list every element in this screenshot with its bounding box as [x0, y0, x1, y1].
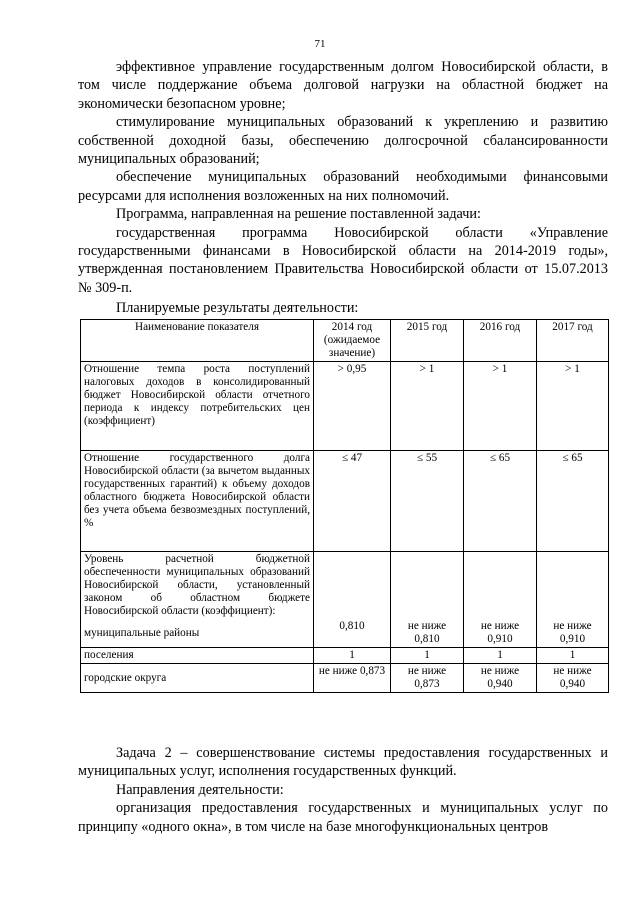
indicator-name: Отношение государственного долга Новосибирской области (за вычетом выданных государственных гарантий) к объему доходов областного бюджета Новосибирской области без учета объема безвозмездных поступлений, % [81, 451, 314, 552]
value-cell: не ниже 0,810 [391, 619, 464, 648]
indicator-name: Уровень расчетной бюджетной обеспеченности муниципальных образований Новосибирской области, установленный законом об областном бюджете Новосибирской области (коэффициент): [81, 552, 314, 620]
value-cell [391, 552, 464, 620]
header-cell: Наименование показателя [81, 320, 314, 362]
value-cell: > 1 [537, 362, 609, 451]
indicator-name: городские округа [81, 664, 314, 693]
value-cell: > 1 [391, 362, 464, 451]
paragraph: государственная программа Новосибирской области «Управление государственными финансами в Новосибирской области на 2014-2019 годы», утвержденная постановлением Правительства Новосибирской области от 15.07.2013 № 309-п. [78, 224, 608, 296]
value-cell: 1 [537, 648, 609, 664]
value-cell [314, 552, 391, 620]
value-cell: > 0,95 [314, 362, 391, 451]
page-number: 71 [314, 38, 326, 50]
header-cell: 2015 год [391, 320, 464, 362]
value-cell: ≤ 47 [314, 451, 391, 552]
paragraph: организация предоставления государственных и муниципальных услуг по принципу «одного окна», в том числе на базе многофункциональных центров [78, 800, 608, 835]
table-caption: Планируемые результаты деятельности: [116, 300, 359, 316]
table-row [81, 451, 609, 552]
value-cell: ≤ 55 [391, 451, 464, 552]
value-cell: ≤ 65 [464, 451, 537, 552]
value-cell: не ниже 0,873 [391, 664, 464, 693]
value-cell: ≤ 65 [537, 451, 609, 552]
value-cell: 1 [314, 648, 391, 664]
paragraph: стимулирование муниципальных образований к укреплению и развитию собственной доходной базы, обеспечению долгосрочной сбалансированности муниципальных образований; [78, 114, 608, 168]
value-cell: не ниже 0,940 [537, 664, 609, 693]
indicator-name: муниципальные районы [81, 619, 314, 648]
paragraph: Программа, направленная на решение поставленной задачи: [116, 206, 481, 223]
value-cell [537, 552, 609, 620]
paragraph: Задача 2 – совершенствование системы предоставления государственных и муниципальных услуг, исполнения государственных функций. [78, 745, 608, 780]
table-row [81, 552, 609, 620]
value-cell: не ниже 0,940 [464, 664, 537, 693]
paragraph: Направления деятельности: [116, 781, 284, 798]
table-row [81, 619, 609, 648]
value-cell: 1 [464, 648, 537, 664]
body-text-before-table [78, 58, 608, 297]
indicator-name: поселения [81, 648, 314, 664]
table-header-row [81, 320, 609, 362]
results-table [80, 319, 609, 693]
value-cell: не ниже 0,873 [314, 664, 391, 693]
table-row [81, 648, 609, 664]
indicator-name: Отношение темпа роста поступлений налоговых доходов в консолидированный бюджет Новосибирской области отчетного периода к индексу потребительских цен (коэффициент) [81, 362, 314, 451]
table-row [81, 362, 609, 451]
paragraph: эффективное управление государственным долгом Новосибирской области, в том числе поддержание объема долговой нагрузки на областной бюджет на экономически безопасном уровне; [78, 59, 608, 112]
header-cell: 2014 год (ожидаемое значение) [314, 320, 391, 362]
value-cell: 1 [391, 648, 464, 664]
paragraph: обеспечение муниципальных образований необходимыми финансовыми ресурсами для исполнения возложенных на них полномочий. [78, 169, 608, 204]
body-text-after-table [78, 744, 608, 836]
table-row [81, 664, 609, 693]
value-cell [464, 552, 537, 620]
value-cell: не ниже 0,910 [537, 619, 609, 648]
header-cell: 2017 год [537, 320, 609, 362]
header-cell: 2016 год [464, 320, 537, 362]
value-cell: > 1 [464, 362, 537, 451]
value-cell: 0,810 [314, 619, 391, 648]
value-cell: не ниже 0,910 [464, 619, 537, 648]
